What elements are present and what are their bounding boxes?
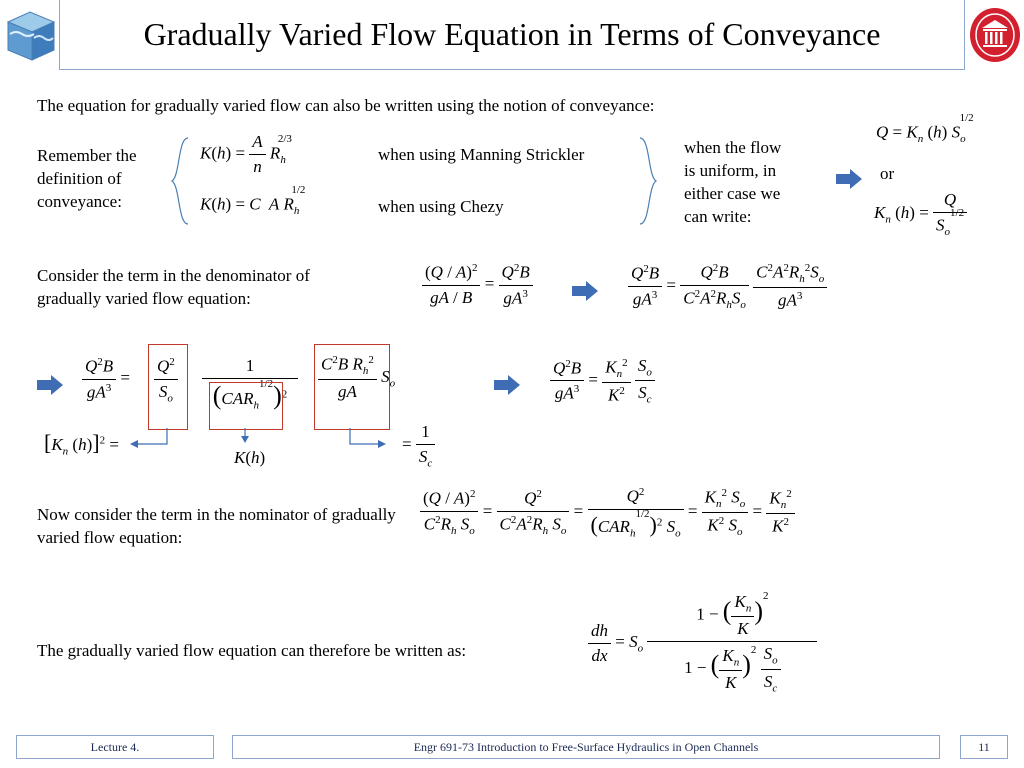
arrow-right-icon — [572, 281, 598, 306]
remember-text: Remember the definition of conveyance: — [37, 146, 137, 211]
conveyance-denominator: $\frac{1}{(CAR_h^{1/2})^2}$ — [202, 356, 298, 411]
kn-squared-label: [$K_n$ (h)]$^2$ = — [44, 430, 119, 458]
nominator-equation: $\frac{(Q / A)^2}{C^2R_h S_o}$ = $\frac{Q^2}{C^2A^2R_h S_o}$ = $\frac{Q^2}{(CAR_h^{1/2})^2 S_o}$ = $\frac{K_n^2 S_o}{K^2 S_o}$ = $\frac{K_n^2}{K^2}$ — [420, 486, 795, 539]
manning-note: when using Manning Strickler — [378, 145, 585, 164]
uniform-flow-equation: $Q = K_n$ (h) $S_o^{1/2}$ — [876, 112, 974, 146]
chezy-conveyance-equation: K(h) = C A $R_h^{1/2}$ — [200, 184, 306, 218]
critical-slope-fraction: $\frac{C^2B R_h^2}{gA}$ $S_o$ — [318, 354, 395, 402]
arrow-right-icon — [37, 375, 63, 400]
university-seal-icon — [968, 6, 1022, 64]
water-channel-cube-icon — [2, 4, 58, 64]
header-divider-right — [964, 0, 965, 70]
denominator-identity-1: $\frac{(Q / A)^2}{gA / B}$ = $\frac{Q^2B}{gA^3}$ — [422, 262, 533, 308]
k-of-h-label: K(h) — [234, 448, 266, 467]
header-underline — [59, 69, 965, 70]
or-text: or — [880, 164, 895, 183]
gvf-conveyance-equation: $\frac{dh}{dx}$ = $S_o$ 1 − ( $\frac{K_n}{K}$ )$^2$ 1 − ( $\frac{K_n}{K}$ )$^2$ $\frac{S_o}{S_c}$ — [588, 592, 817, 694]
nominator-text: Now consider the term in the nominator of gradually varied flow equation: — [37, 505, 396, 547]
arrow-right-icon — [494, 375, 520, 400]
left-brace — [168, 136, 192, 231]
slide-header — [0, 0, 1024, 70]
conveyance-box — [209, 382, 283, 430]
final-text: The gradually varied flow equation can therefore be written as: — [37, 641, 467, 660]
froude-term-fraction: $\frac{Q^2B}{gA^3}$ = — [82, 356, 130, 402]
uniform-note: when the flow is uniform, in either case we can write: — [684, 138, 782, 226]
arrow-right-icon — [836, 169, 862, 194]
page-number: 11 — [960, 735, 1008, 759]
footer-lecture: Lecture 4. — [16, 735, 214, 759]
q2-over-so: $\frac{Q^2}{S_o}$ — [154, 356, 178, 404]
one-over-sc-label: = $\frac{1}{S_c}$ — [402, 422, 435, 469]
footer-course: Engr 691-73 Introduction to Free-Surface Hydraulics in Open Channels — [232, 735, 940, 759]
page-title: Gradually Varied Flow Equation in Terms of Conveyance — [143, 16, 881, 52]
manning-conveyance-equation: K(h) = $\frac{A}{n}$ $R_h^{2/3}$ — [200, 132, 292, 176]
chezy-note: when using Chezy — [378, 197, 504, 216]
froude-conveyance-result: $\frac{Q^2B}{gA^3}$ = $\frac{K_n^2}{K^2}$ $\frac{S_o}{S_c}$ — [550, 356, 655, 406]
intro-text: The equation for gradually varied flow can also be written using the notion of conveyance: — [37, 96, 655, 115]
connector-arrows — [120, 424, 440, 469]
denominator-identity-2: $\frac{Q^2B}{gA^3}$ = $\frac{Q^2B}{C^2A^2R_hS_o}$ $\frac{C^2A^2R_h^2S_o}{gA^3}$ — [628, 262, 827, 311]
right-brace — [636, 136, 660, 231]
normal-conveyance-equation: $K_n$ (h) = $\frac{Q}{S_o^{1/2}}$ — [874, 190, 967, 238]
denominator-text: Consider the term in the denominator of gradually varied flow equation: — [37, 266, 310, 308]
